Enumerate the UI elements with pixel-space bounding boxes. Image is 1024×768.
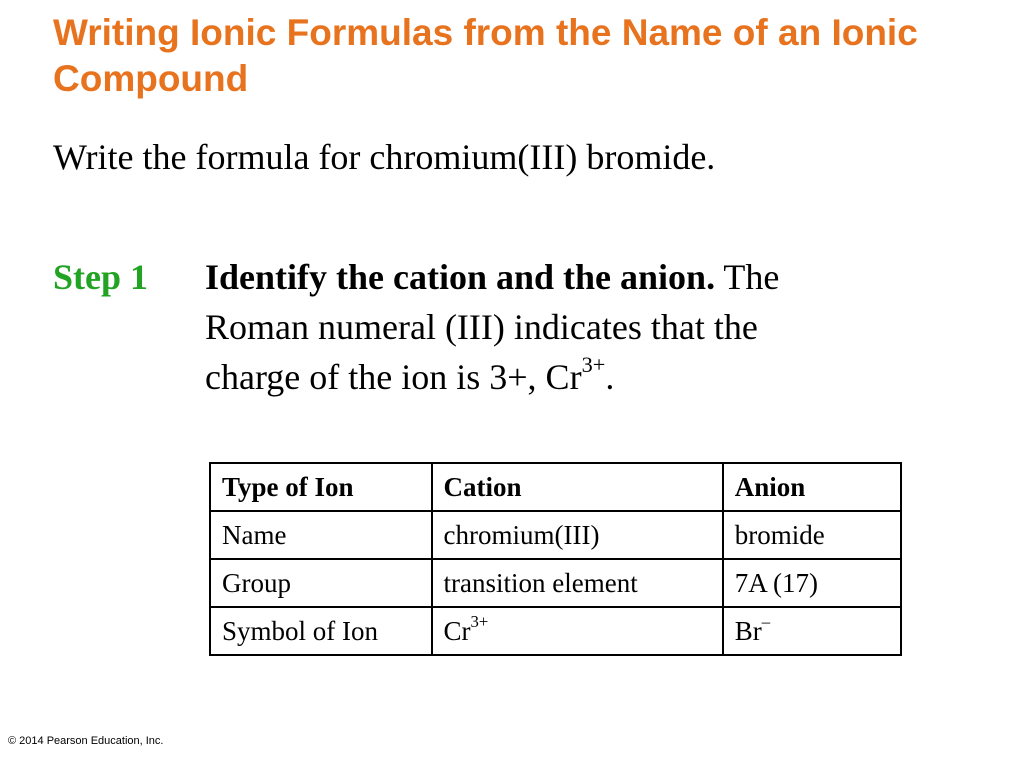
cell-cation: transition element [432,559,723,607]
cell-type: Name [210,511,432,559]
anion-symbol: Br [734,615,762,646]
step-line-3 [205,352,1005,402]
cation-charge: 3+ [470,611,489,631]
cell-cation [432,607,723,655]
step-bold-text: Identify the cation and the anion. [205,257,716,297]
cell-cation: chromium(III) [432,511,723,559]
step-line-1 [205,252,1005,302]
cell-type: Group [210,559,432,607]
copyright-footer: © 2014 Pearson Education, Inc. [8,735,164,747]
table-header-row [210,463,901,511]
cell-anion [723,607,901,655]
step-text-period: . [605,357,615,397]
cell-anion: 7A (17) [723,559,901,607]
step-label: Step 1 [53,257,149,297]
header-anion: Anion [723,463,901,511]
ion-table [209,462,902,656]
cation-symbol: Cr [443,615,471,646]
table-row [210,607,901,655]
slide-title: Writing Ionic Formulas from the Name of an Ionic Compound [53,12,918,99]
step-text-line1: The [715,257,780,297]
step-text-line2: Roman numeral (III) indicates that the [205,307,758,347]
step-instructions [205,252,1005,402]
step-charge-superscript: 3+ [581,352,606,378]
cell-type: Symbol of Ion [210,607,432,655]
problem-prompt: Write the formula for chromium(III) bromide. [53,137,716,177]
table-row [210,559,901,607]
anion-charge: – [761,611,771,631]
table-row [210,511,901,559]
header-type-of-ion: Type of Ion [210,463,432,511]
step-text-line3: charge of the ion is 3+, Cr [205,357,582,397]
cell-anion: bromide [723,511,901,559]
header-cation: Cation [432,463,723,511]
